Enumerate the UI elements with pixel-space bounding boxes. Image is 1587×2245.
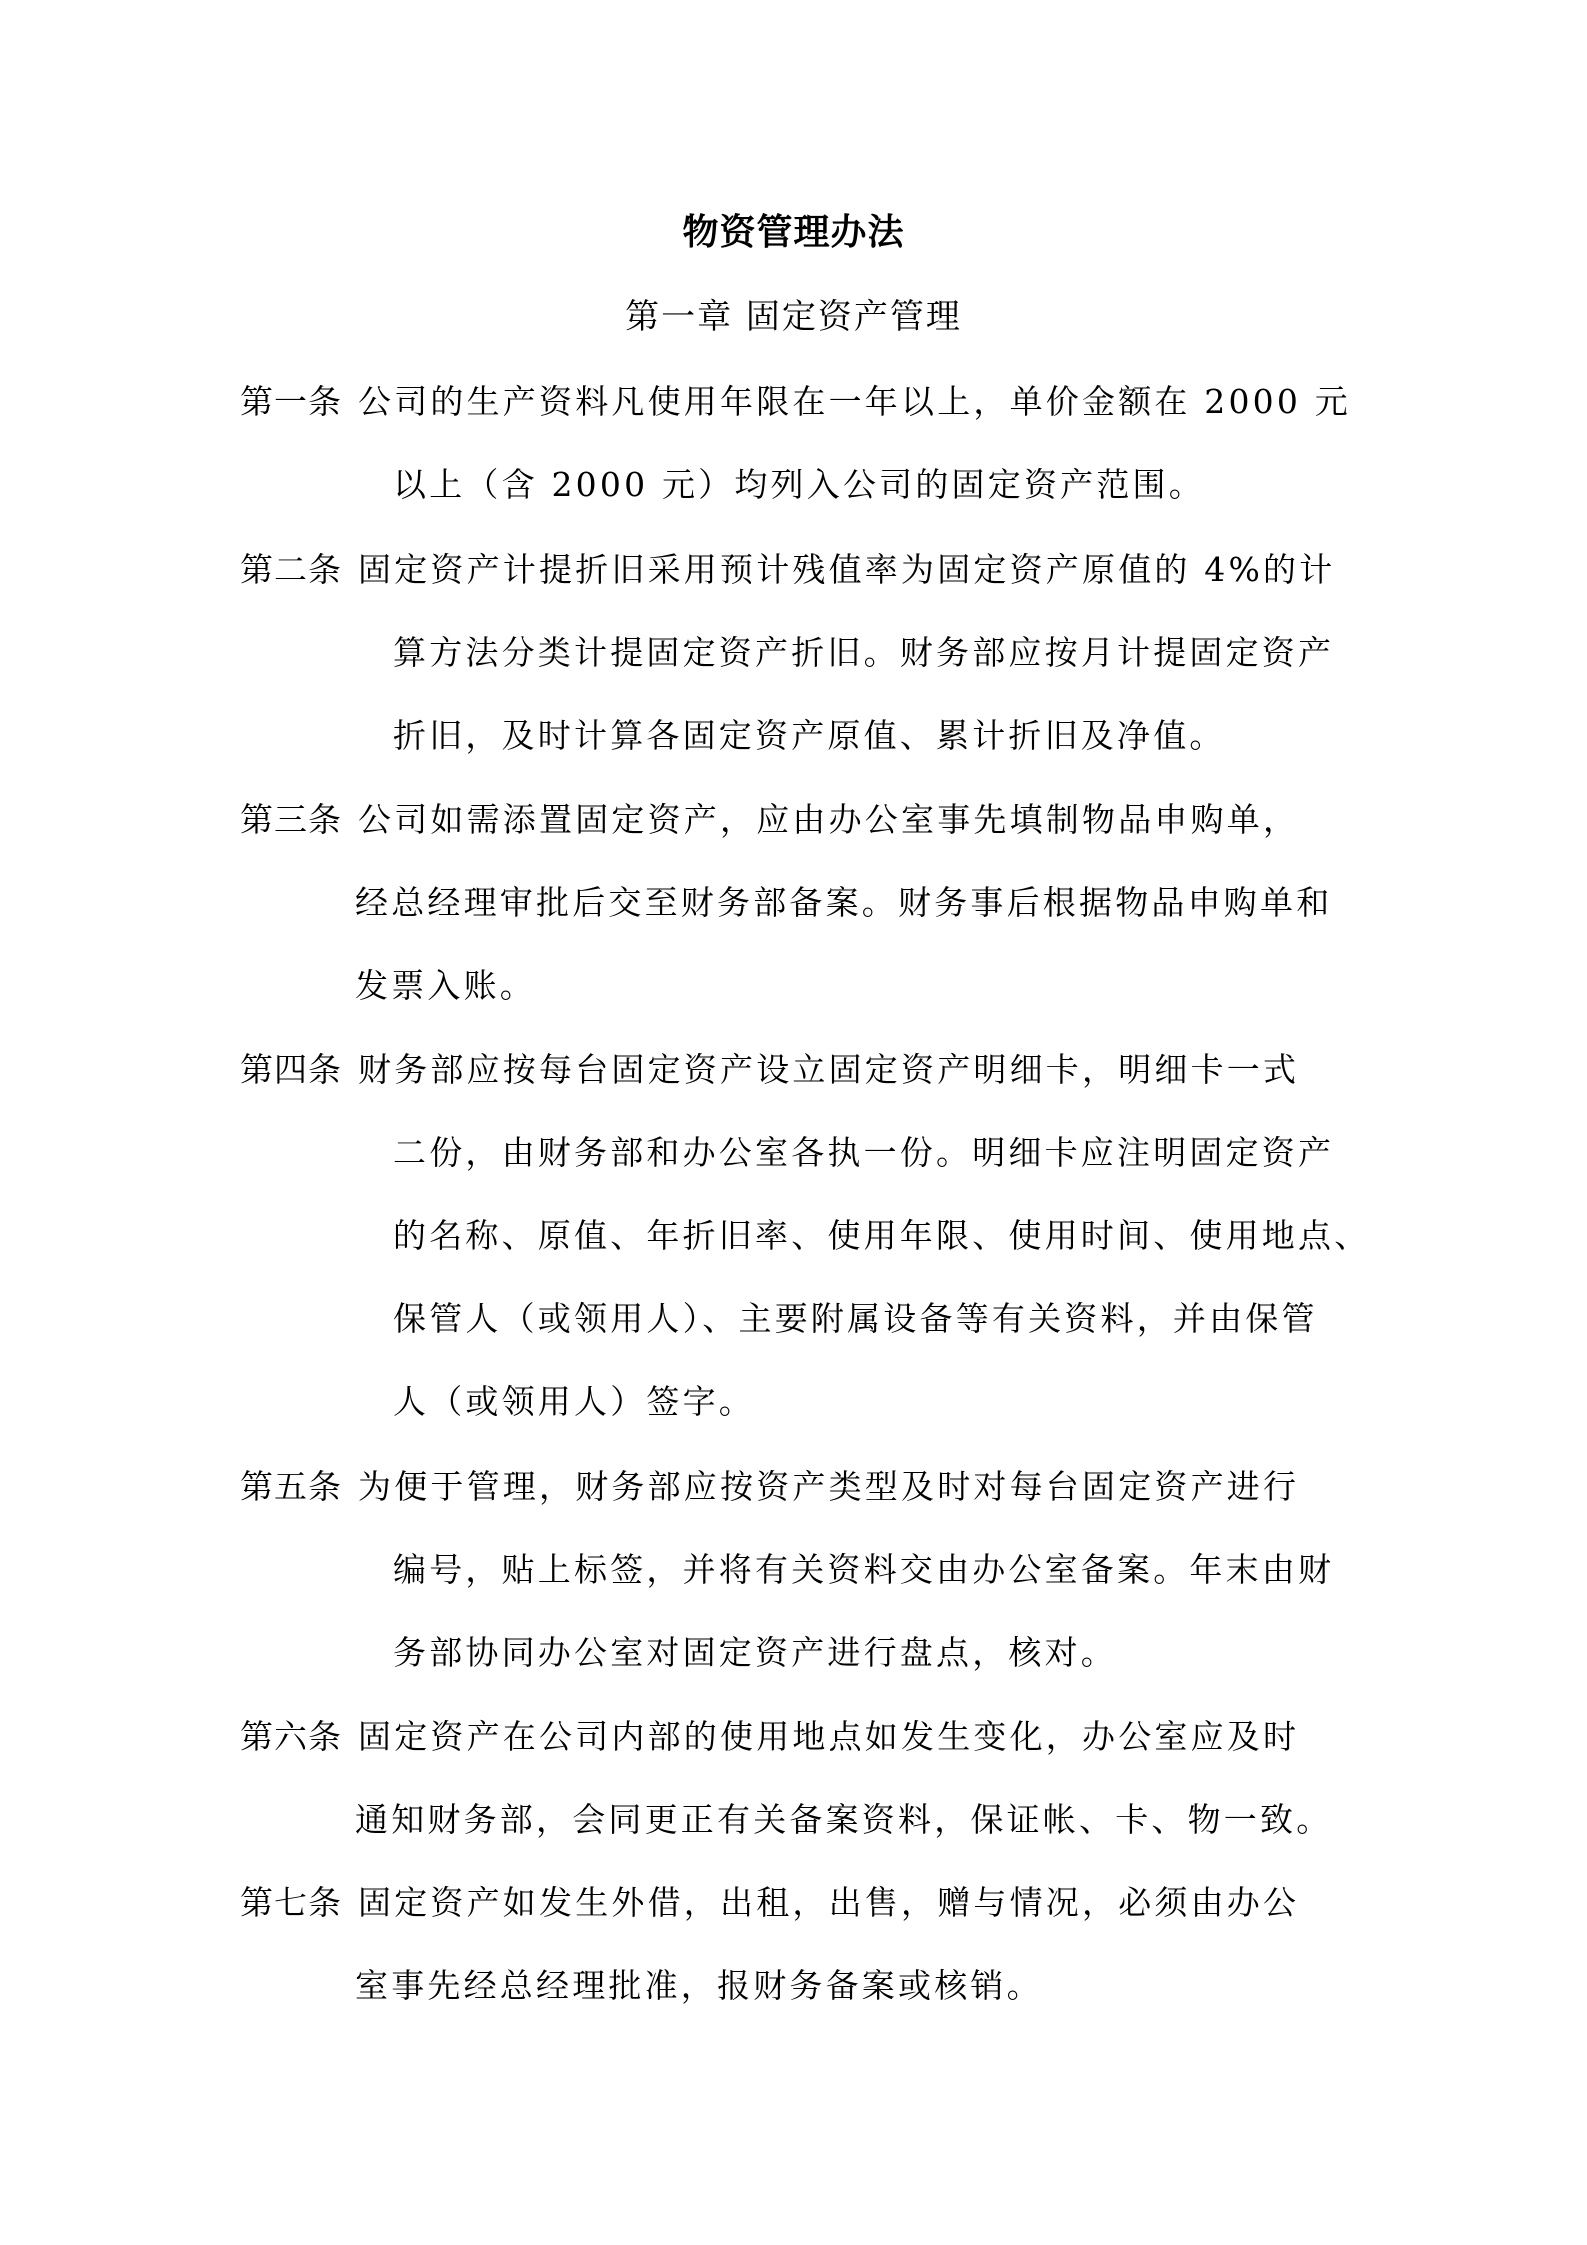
article-text: 固定资产在公司内部的使用地点如发生变化，办公室应及时 [358, 1717, 1300, 1756]
article-3-line-1 [240, 795, 1299, 845]
article-label: 第一条 [240, 382, 342, 421]
article-label: 第六条 [240, 1717, 342, 1756]
article-label: 第三条 [240, 800, 342, 839]
article-3-line-3: 发票入账。 [355, 966, 536, 1005]
article-4-line-4: 保管人（或领用人）、主要附属设备等有关资料，并由保管 [393, 1299, 1318, 1338]
article-label: 第二条 [240, 550, 342, 589]
article-2-line-1 [240, 545, 1335, 595]
article-text: 固定资产计提折旧采用预计残值率为固定资产原值的 4%的计 [358, 550, 1336, 589]
article-label: 第五条 [240, 1467, 342, 1506]
article-7-line-2: 室事先经总经理批准，报财务备案或核销。 [355, 1966, 1043, 2005]
article-4-line-2: 二份，由财务部和办公室各执一份。明细卡应注明固定资产 [393, 1133, 1335, 1172]
article-2-line-2: 算方法分类计提固定资产折旧。财务部应按月计提固定资产 [393, 633, 1335, 672]
article-6-line-1 [240, 1712, 1299, 1762]
chapter-heading: 第一章 固定资产管理 [625, 297, 962, 337]
article-4-line-1 [240, 1045, 1299, 1095]
article-text: 固定资产如发生外借，出租，出售，赠与情况，必须由办公 [358, 1883, 1300, 1922]
article-label: 第七条 [240, 1883, 342, 1922]
article-4-line-5: 人（或领用人）签字。 [393, 1382, 755, 1421]
article-text: 财务部应按每台固定资产设立固定资产明细卡，明细卡一式 [358, 1050, 1300, 1089]
article-6-line-2: 通知财务部，会同更正有关备案资料，保证帐、卡、物一致。 [355, 1800, 1333, 1839]
document-title: 物资管理办法 [682, 212, 905, 253]
article-1-line-1 [240, 377, 1351, 427]
article-7-line-1 [240, 1878, 1299, 1928]
article-text: 为便于管理，财务部应按资产类型及时对每台固定资产进行 [358, 1467, 1300, 1506]
article-3-line-2: 经总经理审批后交至财务部备案。财务事后根据物品申购单和 [355, 883, 1333, 922]
article-5-line-3: 务部协同办公室对固定资产进行盘点，核对。 [393, 1633, 1117, 1672]
article-1-line-2: 以上（含 2000 元）均列入公司的固定资产范围。 [393, 465, 1205, 504]
article-2-line-3: 折旧，及时计算各固定资产原值、累计折旧及净值。 [393, 716, 1226, 755]
article-5-line-2: 编号，贴上标签，并将有关资料交由办公室备案。年末由财 [393, 1550, 1335, 1589]
article-text: 公司如需添置固定资产，应由办公室事先填制物品申购单， [358, 800, 1300, 839]
article-text: 公司的生产资料凡使用年限在一年以上，单价金额在 2000 元 [358, 382, 1351, 421]
article-4-line-3: 的名称、原值、年折旧率、使用年限、使用时间、使用地点、 [393, 1216, 1371, 1255]
article-label: 第四条 [240, 1050, 342, 1089]
article-5-line-1 [240, 1462, 1299, 1512]
